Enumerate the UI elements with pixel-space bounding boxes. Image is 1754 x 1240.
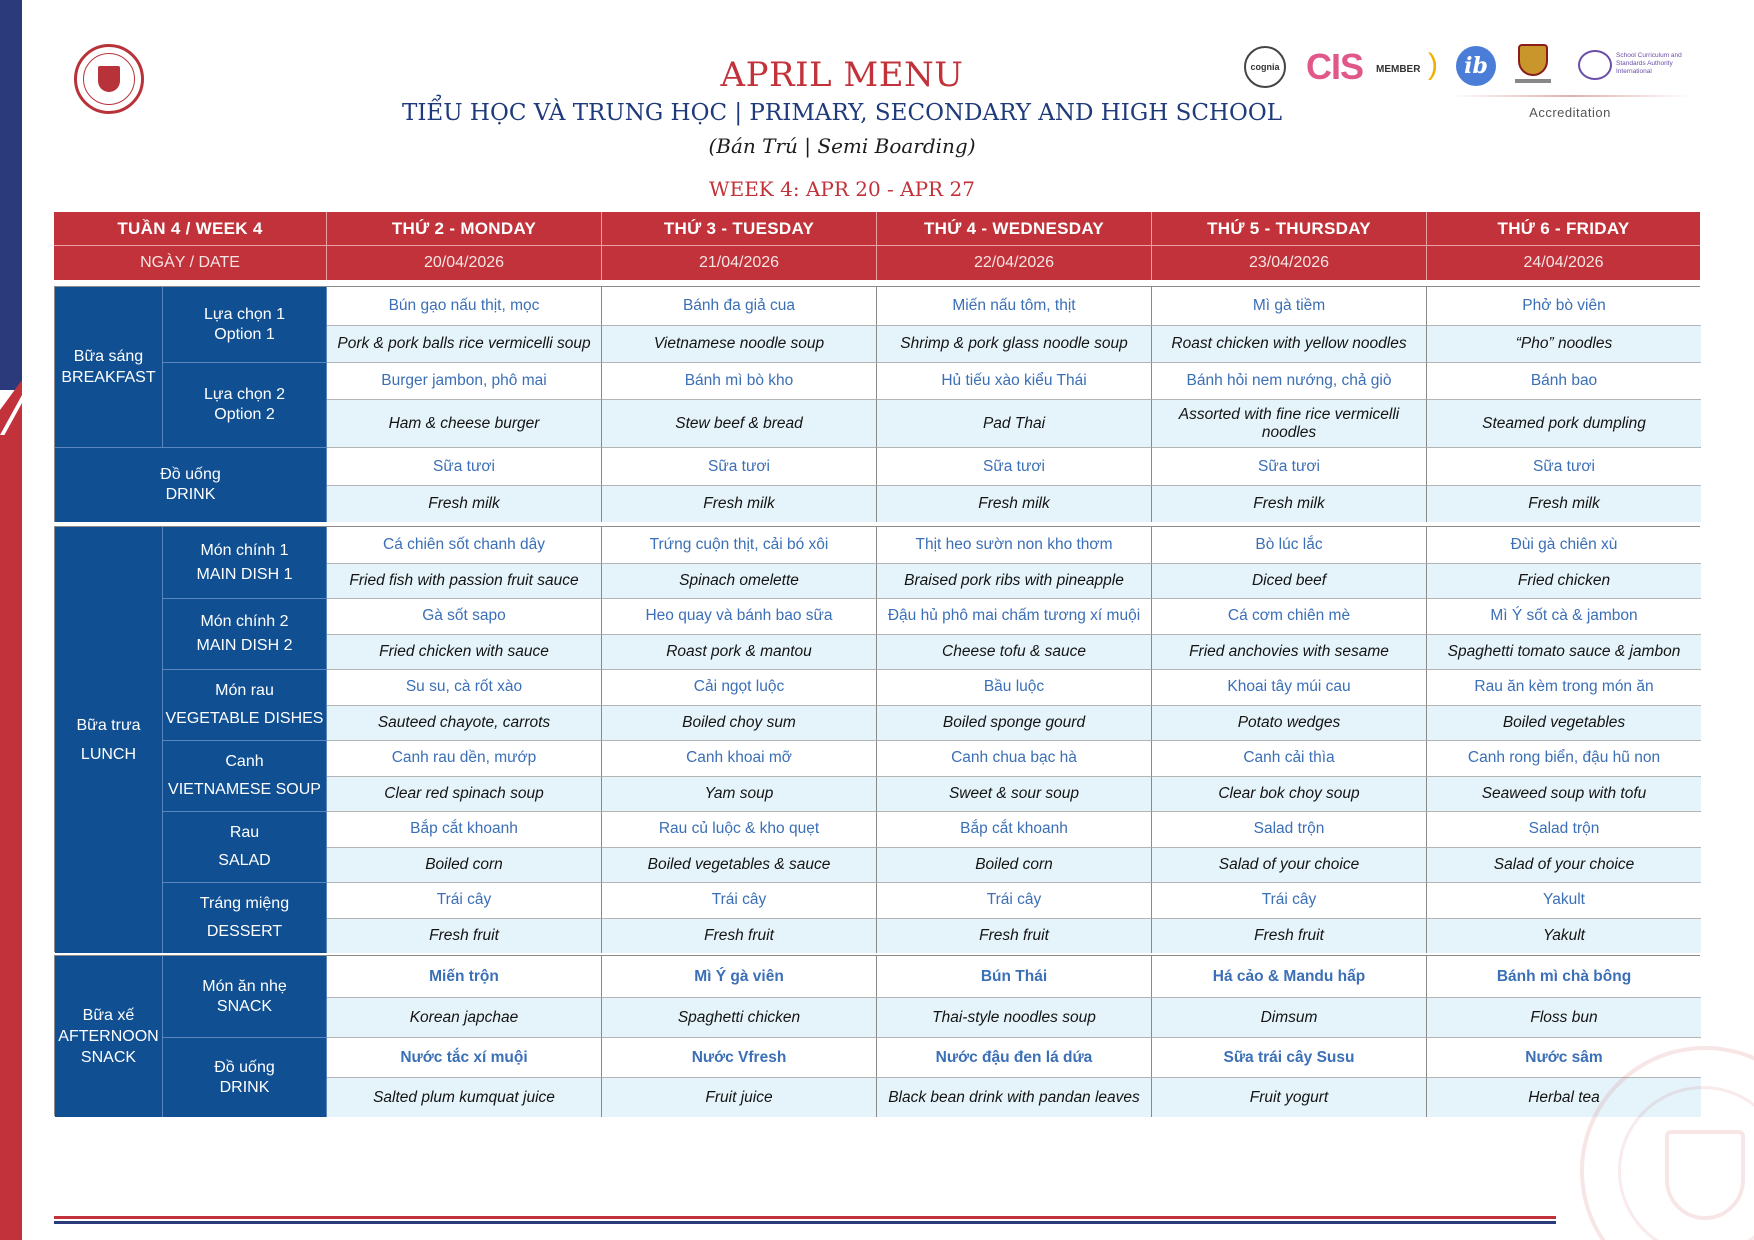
menu-cell-en: Fruit yogurt <box>1152 1077 1427 1117</box>
menu-cell-vi: Rau củ luộc & kho quẹt <box>602 811 877 847</box>
menu-cell-en: Spinach omelette <box>602 563 877 599</box>
row-label-vi: Món chính 1 <box>200 541 289 559</box>
menu-cell-vi: Canh cải thìa <box>1152 740 1427 776</box>
scsa-logo-icon <box>1578 50 1612 80</box>
menu-cell-vi: Bò lúc lắc <box>1152 527 1427 563</box>
menu-cell-vi: Nước đậu đen lá dứa <box>877 1037 1152 1077</box>
menu-cell-en: Salad of your choice <box>1152 847 1427 883</box>
snack-section <box>54 955 1700 1116</box>
menu-cell-vi: Sữa tươi <box>1152 447 1427 485</box>
menu-cell-en: Roast pork & mantou <box>602 634 877 670</box>
menu-title: APRIL MENU <box>720 55 964 95</box>
menu-cell-en: Boiled choy sum <box>602 705 877 741</box>
menu-cell-en: Fresh fruit <box>877 918 1152 954</box>
menu-cell-en: Fried chicken <box>1427 563 1701 599</box>
menu-cell-vi: Đậu hủ phô mai chấm tương xí muội <box>877 598 1152 634</box>
row-label-main-dish-1 <box>163 527 327 598</box>
row-label-dessert <box>163 882 327 953</box>
breakfast-label <box>55 287 163 447</box>
menu-cell-vi: Mì gà tiềm <box>1152 287 1427 325</box>
menu-cell-en: Pork & pork balls rice vermicelli soup <box>327 325 602 362</box>
menu-cell-en: Shrimp & pork glass noodle soup <box>877 325 1152 362</box>
menu-cell-vi: Bún gạo nấu thịt, mọc <box>327 287 602 325</box>
date-cell: 23/04/2026 <box>1151 246 1426 280</box>
row-label-vi: Món rau <box>215 682 274 699</box>
menu-cell-vi: Cải ngọt luộc <box>602 669 877 705</box>
menu-cell-vi: Bầu luộc <box>877 669 1152 705</box>
menu-cell-vi: Khoai tây múi cau <box>1152 669 1427 705</box>
menu-cell-vi: Trứng cuộn thịt, cải bó xôi <box>602 527 877 563</box>
menu-cell-vi: Đùi gà chiên xù <box>1427 527 1701 563</box>
menu-cell-vi: Phở bò viên <box>1427 287 1701 325</box>
menu-cell-vi: Bún Thái <box>877 956 1152 997</box>
menu-note: (Bán Trú | Semi Boarding) <box>708 134 976 158</box>
meal-label-en: BREAKFAST <box>61 369 156 386</box>
day-header: THỨ 3 - TUESDAY <box>601 212 876 246</box>
menu-cell-en: Cheese tofu & sauce <box>877 634 1152 670</box>
cis-logo-icon: CIS <box>1306 46 1364 87</box>
row-label-en: SALAD <box>218 852 271 869</box>
day-header: THỨ 2 - MONDAY <box>326 212 601 246</box>
menu-cell-vi: Miến nấu tôm, thịt <box>877 287 1152 325</box>
menu-cell-en: Fried fish with passion fruit sauce <box>327 563 602 599</box>
menu-cell-vi: Canh chua bạc hà <box>877 740 1152 776</box>
menu-cell-en: Fried chicken with sauce <box>327 634 602 670</box>
row-label-vi: Món chính 2 <box>200 613 289 630</box>
row-label-en: MAIN DISH 1 <box>196 565 293 583</box>
menu-cell-en: Boiled sponge gourd <box>877 705 1152 741</box>
accreditation-logos <box>1240 42 1700 102</box>
menu-cell-vi: Thịt heo sườn non kho thơm <box>877 527 1152 563</box>
row-label-vi: Đồ uống <box>214 1058 275 1076</box>
menu-cell-vi: Bánh đa giả cua <box>602 287 877 325</box>
menu-cell-vi: Sữa tươi <box>327 447 602 485</box>
scsa-logo-text: School Curriculum and Standards Authority International <box>1616 52 1682 75</box>
row-label-snack <box>163 956 327 1037</box>
menu-cell-en: Salad of your choice <box>1427 847 1701 883</box>
menu-cell-vi: Canh khoai mỡ <box>602 740 877 776</box>
meal-label-vi: Bữa sáng <box>73 348 144 365</box>
menu-cell-vi: Cá cơm chiên mè <box>1152 598 1427 634</box>
menu-cell-en: Fresh milk <box>1427 485 1701 522</box>
menu-cell-vi: Trái cây <box>327 882 602 918</box>
menu-cell-en: Boiled corn <box>877 847 1152 883</box>
row-label-vi: Tráng miệng <box>199 895 290 912</box>
menu-cell-vi: Sữa tươi <box>877 447 1152 485</box>
day-header: THỨ 5 - THURSDAY <box>1151 212 1426 246</box>
menu-subtitle: TIỂU HỌC VÀ TRUNG HỌC | PRIMARY, SECONDARY AND HIGH SCHOOL <box>402 100 1282 126</box>
menu-cell-en: Braised pork ribs with pineapple <box>877 563 1152 599</box>
menu-cell-vi: Miến trộn <box>327 956 602 997</box>
menu-cell-en: Sauteed chayote, carrots <box>327 705 602 741</box>
cis-member-label: MEMBER <box>1376 64 1421 75</box>
row-label-main-dish-2 <box>163 598 327 669</box>
row-label-vi: Lựa chọn 1 <box>204 305 285 323</box>
menu-cell-en: Ham & cheese burger <box>327 399 602 447</box>
menu-cell-en: Fresh fruit <box>327 918 602 954</box>
menu-cell-en: Sweet & sour soup <box>877 776 1152 812</box>
menu-cell-en: Diced beef <box>1152 563 1427 599</box>
date-header: NGÀY / DATE <box>140 254 240 271</box>
menu-cell-en: Spaghetti tomato sauce & jambon <box>1427 634 1701 670</box>
day-header: THỨ 4 - WEDNESDAY <box>876 212 1151 246</box>
menu-cell-vi: Bánh hỏi nem nướng, chả giò <box>1152 362 1427 399</box>
row-label-vi: Món ăn nhẹ <box>202 977 287 995</box>
menu-cell-en: Salted plum kumquat juice <box>327 1077 602 1117</box>
row-label-en: DESSERT <box>206 923 283 940</box>
menu-cell-en: Clear red spinach soup <box>327 776 602 812</box>
snack-label <box>55 956 163 1117</box>
menu-cell-en: Boiled corn <box>327 847 602 883</box>
menu-cell-vi: Bánh mì chà bông <box>1427 956 1701 997</box>
menu-cell-en: Dimsum <box>1152 997 1427 1037</box>
row-label-vi: Canh <box>225 753 264 770</box>
meal-label-en: AFTERNOON <box>58 1028 159 1045</box>
date-cell: 20/04/2026 <box>326 246 601 280</box>
menu-cell-en: Herbal tea <box>1427 1077 1701 1117</box>
row-label-vegetable-dishes <box>163 669 327 740</box>
row-label-en: SNACK <box>216 997 273 1015</box>
menu-cell-en: Korean japchae <box>327 997 602 1037</box>
menu-cell-en: Clear bok choy soup <box>1152 776 1427 812</box>
menu-cell-vi: Heo quay và bánh bao sữa <box>602 598 877 634</box>
menu-cell-vi: Mì Ý gà viên <box>602 956 877 997</box>
date-cell: 22/04/2026 <box>876 246 1151 280</box>
menu-cell-vi: Trái cây <box>877 882 1152 918</box>
date-cell: 21/04/2026 <box>601 246 876 280</box>
row-label-option-1 <box>163 287 327 362</box>
menu-cell-vi: Cá chiên sốt chanh dây <box>327 527 602 563</box>
menu-cell-en: Fresh milk <box>602 485 877 522</box>
row-label-en: DRINK <box>219 1078 270 1096</box>
row-label-en: DRINK <box>165 486 216 503</box>
menu-cell-en: Thai-style noodles soup <box>877 997 1152 1037</box>
watermark-shield-icon <box>1665 1130 1745 1220</box>
row-label-vi: Lựa chọn 2 <box>204 386 285 403</box>
government-crest-icon <box>1512 44 1554 88</box>
menu-cell-vi: Rau ăn kèm trong món ăn <box>1427 669 1701 705</box>
lunch-section <box>54 526 1700 952</box>
accreditation-label: Accreditation <box>1529 105 1611 120</box>
menu-cell-en: Black bean drink with pandan leaves <box>877 1077 1152 1117</box>
meal-label-en: SNACK <box>80 1049 137 1066</box>
lunch-label <box>55 527 163 953</box>
footer-line-navy <box>54 1221 1556 1224</box>
menu-cell-en: Assorted with fine rice vermicelli noodles <box>1152 399 1427 447</box>
cis-bracket-icon: ) <box>1428 48 1438 81</box>
ib-logo-icon: ib <box>1456 46 1496 86</box>
meal-label-vi: Bữa xế <box>82 1007 135 1024</box>
menu-cell-vi: Sữa tươi <box>602 447 877 485</box>
menu-cell-vi: Canh rau dền, mướp <box>327 740 602 776</box>
menu-cell-en: Spaghetti chicken <box>602 997 877 1037</box>
row-label-vietnamese-soup <box>163 740 327 811</box>
menu-cell-vi: Salad trộn <box>1152 811 1427 847</box>
row-label-drink <box>55 447 327 522</box>
menu-cell-vi: Gà sốt sapo <box>327 598 602 634</box>
footer-line-red <box>54 1216 1556 1219</box>
menu-cell-en: Fresh milk <box>1152 485 1427 522</box>
row-label-en: Option 2 <box>214 406 275 423</box>
menu-cell-en: Yakult <box>1427 918 1701 954</box>
cognia-logo-icon: cognia <box>1244 46 1286 88</box>
row-label-option-2 <box>163 362 327 447</box>
menu-cell-vi: Bánh mì bò kho <box>602 362 877 399</box>
menu-header-bar <box>54 212 1700 280</box>
menu-cell-en: Steamed pork dumpling <box>1427 399 1701 447</box>
menu-cell-vi: Canh rong biển, đậu hũ non <box>1427 740 1701 776</box>
week-header: TUẦN 4 / WEEK 4 <box>54 212 326 246</box>
menu-cell-vi: Nước tắc xí muội <box>327 1037 602 1077</box>
menu-cell-en: Vietnamese noodle soup <box>602 325 877 362</box>
row-label-en: VIETNAMESE SOUP <box>168 781 321 798</box>
meal-label-en: LUNCH <box>80 746 137 763</box>
menu-cell-en: Seaweed soup with tofu <box>1427 776 1701 812</box>
menu-cell-en: Fruit juice <box>602 1077 877 1117</box>
menu-cell-en: Fresh milk <box>327 485 602 522</box>
menu-cell-en: “Pho” noodles <box>1427 325 1701 362</box>
menu-cell-en: Floss bun <box>1427 997 1701 1037</box>
row-label-snack-drink <box>163 1037 327 1117</box>
menu-cell-en: Boiled vegetables <box>1427 705 1701 741</box>
menu-cell-en: Pad Thai <box>877 399 1152 447</box>
menu-cell-vi: Burger jambon, phô mai <box>327 362 602 399</box>
menu-cell-vi: Bắp cắt khoanh <box>877 811 1152 847</box>
menu-cell-en: Fried anchovies with sesame <box>1152 634 1427 670</box>
menu-cell-vi: Salad trộn <box>1427 811 1701 847</box>
row-label-vi: Rau <box>229 824 260 841</box>
menu-cell-en: Roast chicken with yellow noodles <box>1152 325 1427 362</box>
row-label-vi: Đồ uống <box>160 466 221 483</box>
menu-cell-vi: Há cảo & Mandu hấp <box>1152 956 1427 997</box>
meal-label-vi: Bữa trưa <box>76 717 141 734</box>
menu-cell-vi: Nước sâm <box>1427 1037 1701 1077</box>
day-header: THỨ 6 - FRIDAY <box>1426 212 1700 246</box>
menu-cell-vi: Bánh bao <box>1427 362 1701 399</box>
menu-cell-en: Stew beef & bread <box>602 399 877 447</box>
menu-cell-vi: Sữa tươi <box>1427 447 1701 485</box>
menu-cell-vi: Bắp cắt khoanh <box>327 811 602 847</box>
menu-cell-vi: Nước Vfresh <box>602 1037 877 1077</box>
menu-cell-vi: Trái cây <box>1152 882 1427 918</box>
menu-cell-vi: Su su, cà rốt xào <box>327 669 602 705</box>
menu-cell-en: Fresh fruit <box>1152 918 1427 954</box>
menu-cell-vi: Sữa trái cây Susu <box>1152 1037 1427 1077</box>
menu-cell-en: Potato wedges <box>1152 705 1427 741</box>
menu-cell-en: Yam soup <box>602 776 877 812</box>
menu-cell-en: Boiled vegetables & sauce <box>602 847 877 883</box>
week-range: WEEK 4: APR 20 - APR 27 <box>709 177 975 201</box>
row-label-salad <box>163 811 327 882</box>
row-label-en: MAIN DISH 2 <box>196 637 293 654</box>
menu-cell-vi: Mì Ý sốt cà & jambon <box>1427 598 1701 634</box>
row-label-en: VEGETABLE DISHES <box>165 710 324 727</box>
breakfast-section <box>54 286 1700 522</box>
menu-cell-en: Fresh milk <box>877 485 1152 522</box>
menu-cell-vi: Trái cây <box>602 882 877 918</box>
accreditation-divider <box>1448 95 1692 97</box>
menu-cell-vi: Yakult <box>1427 882 1701 918</box>
menu-cell-en: Fresh fruit <box>602 918 877 954</box>
date-cell: 24/04/2026 <box>1426 246 1700 280</box>
row-label-en: Option 1 <box>214 325 275 343</box>
menu-cell-vi: Hủ tiếu xào kiểu Thái <box>877 362 1152 399</box>
